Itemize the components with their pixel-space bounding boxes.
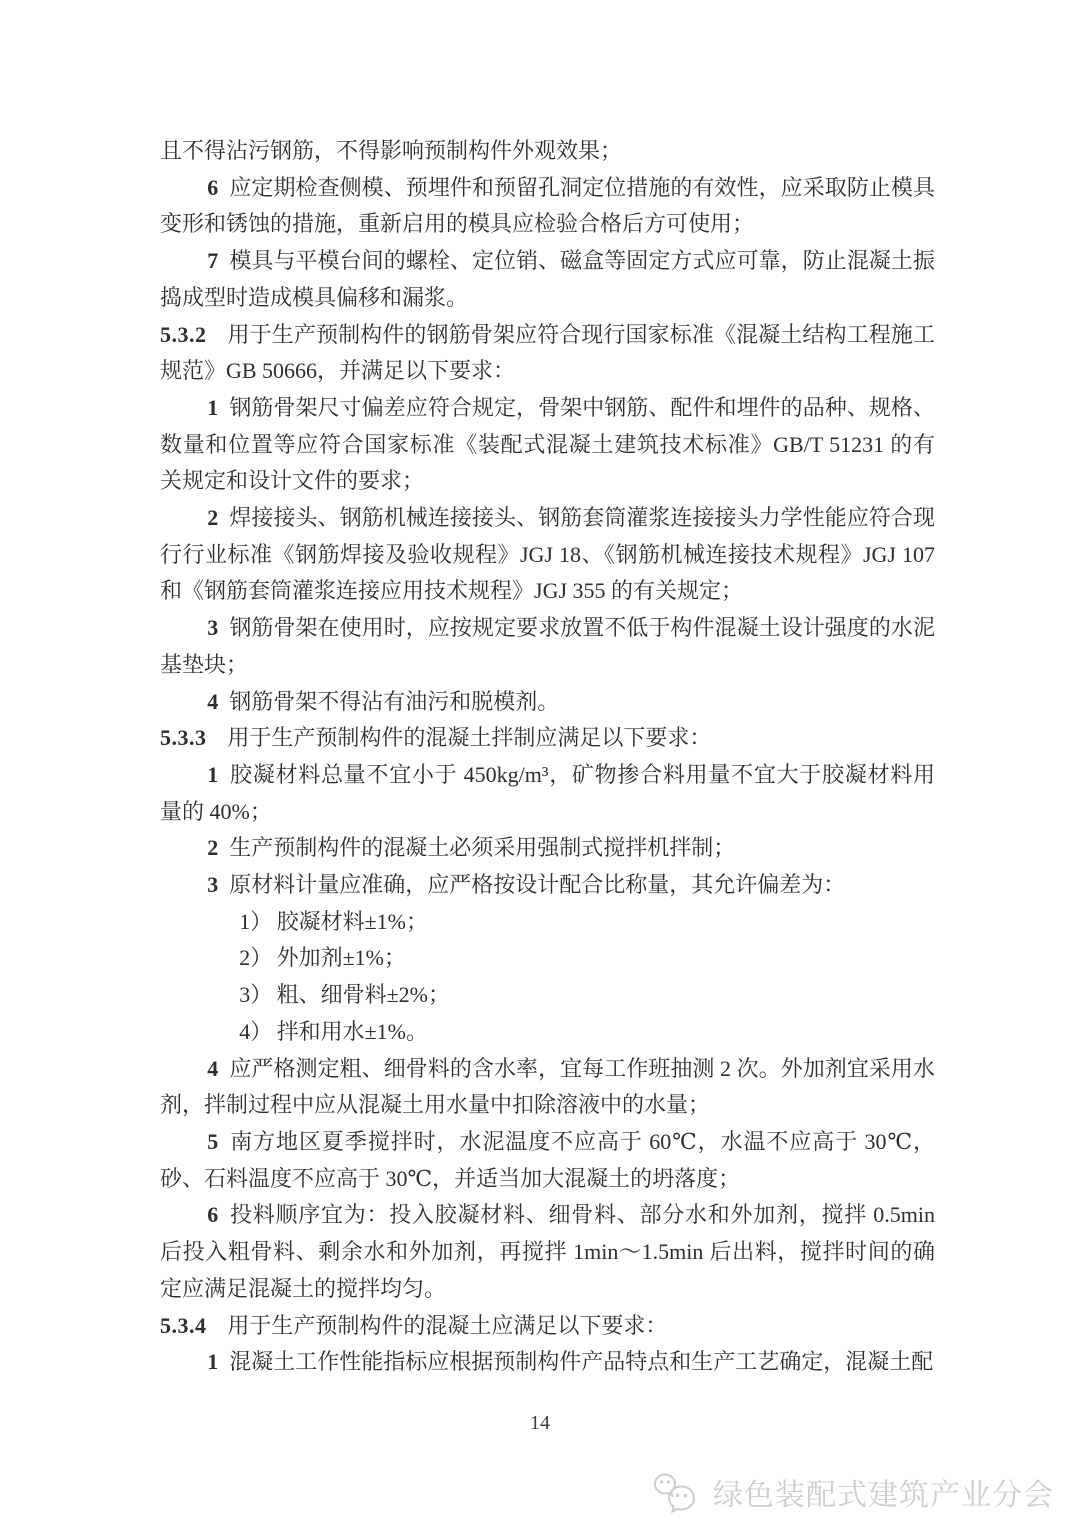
para-text: 钢筋骨架尺寸偏差应符合规定，骨架中钢筋、配件和埋件的品种、规格、数量和位置等应符合国家标准《装配式混凝土建筑技术标准》GB/T 51231 的有关规定和设计文件的要求； (160, 394, 935, 494)
para-text: 外加剂±1%； (276, 945, 406, 971)
paragraph (160, 1014, 935, 1051)
paragraph (160, 977, 935, 1014)
page-number: 14 (530, 1412, 550, 1434)
para-text: 应定期检查侧模、预埋件和预留孔洞定位措施的有效性，应采取防止模具变形和锈蚀的措施，重新启用的模具应检验合格后方可使用； (160, 174, 935, 237)
para-text: 粗、细骨料±2%； (276, 982, 450, 1008)
para-text: 且不得沾污钢筋，不得影响预制构件外观效果； (160, 138, 623, 163)
paragraph (160, 500, 935, 610)
watermark-text: 绿色装配式建筑产业分会 (713, 1479, 1054, 1512)
paragraph (160, 390, 935, 500)
para-text: 南方地区夏季搅拌时，水泥温度不应高于 60℃，水温不应高于 30℃，砂、石料温度不应高于 30℃，并适当加大混凝土的坍落度； (160, 1128, 935, 1191)
paragraph (160, 684, 935, 721)
paragraph (160, 170, 935, 243)
paragraph (160, 830, 935, 867)
para-number: 5.3.4 (160, 1312, 207, 1338)
para-number: 2 (207, 505, 219, 531)
paragraph (160, 1051, 935, 1124)
para-number: 4 (207, 1055, 219, 1081)
paragraph (160, 940, 935, 977)
paragraph (160, 1124, 935, 1197)
para-text: 生产预制构件的混凝土必须采用强制式搅拌机拌制； (229, 835, 736, 861)
paragraph (160, 1308, 935, 1345)
wechat-icon (651, 1471, 703, 1513)
document-body (160, 133, 935, 1381)
paragraph (160, 133, 935, 170)
para-number: 7 (207, 248, 219, 274)
watermark (651, 1470, 1054, 1514)
para-text: 原材料计量应准确，应严格按设计配合比称量，其允许偏差为： (229, 872, 846, 898)
para-number: 2 (207, 835, 219, 861)
paragraph (160, 243, 935, 316)
paragraph (160, 720, 935, 757)
para-text: 胶凝材料±1%； (276, 908, 428, 934)
para-number: 3） (239, 982, 273, 1008)
paragraph (160, 904, 935, 941)
para-text: 用于生产预制构件的混凝土应满足以下要求： (227, 1312, 668, 1338)
para-number: 4） (239, 1018, 273, 1044)
para-number: 1） (239, 908, 273, 934)
para-text: 钢筋骨架不得沾有油污和脱模剂。 (229, 688, 560, 714)
paragraph (160, 317, 935, 390)
paragraph (160, 867, 935, 904)
para-text: 焊接接头、钢筋机械连接接头、钢筋套筒灌浆连接接头力学性能应符合现行行业标准《钢筋焊接及验收规程》JGJ 18、《钢筋机械连接技术规程》JGJ 107 和《钢筋套筒灌浆连接应用技术规程》JGJ 355 的有关规定； (160, 505, 935, 604)
para-number: 5.3.3 (160, 725, 207, 751)
para-text: 投料顺序宜为：投入胶凝材料、细骨料、部分水和外加剂，搅拌 0.5min 后投入粗骨料、剩余水和外加剂，再搅拌 1min～1.5min 后出料，搅拌时间的确定应满足混凝土的搅拌均匀。 (160, 1202, 935, 1301)
para-number: 1 (207, 761, 219, 787)
para-number: 4 (207, 688, 219, 714)
para-text: 用于生产预制构件的混凝土拌制应满足以下要求： (227, 725, 712, 751)
para-number: 3 (207, 872, 219, 898)
paragraph (160, 610, 935, 683)
para-text: 用于生产预制构件的钢筋骨架应符合现行国家标准《混凝土结构工程施工规范》GB 50666，并满足以下要求： (160, 321, 935, 384)
para-text: 模具与平模台间的螺栓、定位销、磁盒等固定方式应可靠，防止混凝土振捣成型时造成模具偏移和漏浆。 (160, 248, 935, 310)
para-number: 5 (207, 1128, 219, 1154)
para-number: 2） (239, 945, 273, 971)
para-text: 应严格测定粗、细骨料的含水率，宜每工作班抽测 2 次。外加剂宜采用水剂，拌制过程中应从混凝土用水量中扣除溶液中的水量； (160, 1055, 935, 1118)
paragraph (160, 1344, 935, 1381)
para-text: 胶凝材料总量不宜小于 450kg/m³，矿物掺合料用量不宜大于胶凝材料用量的 40%； (160, 761, 935, 824)
para-number: 3 (207, 615, 219, 641)
para-number: 6 (207, 174, 219, 200)
para-number: 5.3.2 (160, 321, 207, 347)
para-text: 混凝土工作性能指标应根据预制构件产品特点和生产工艺确定，混凝土配 (229, 1349, 934, 1375)
paragraph (160, 1197, 935, 1307)
para-text: 钢筋骨架在使用时，应按规定要求放置不低于构件混凝土设计强度的水泥基垫块； (160, 615, 935, 677)
paragraph (160, 757, 935, 830)
para-number: 1 (207, 394, 219, 420)
para-number: 6 (207, 1202, 219, 1228)
para-number: 1 (207, 1349, 219, 1375)
para-text: 拌和用水±1%。 (276, 1018, 428, 1044)
